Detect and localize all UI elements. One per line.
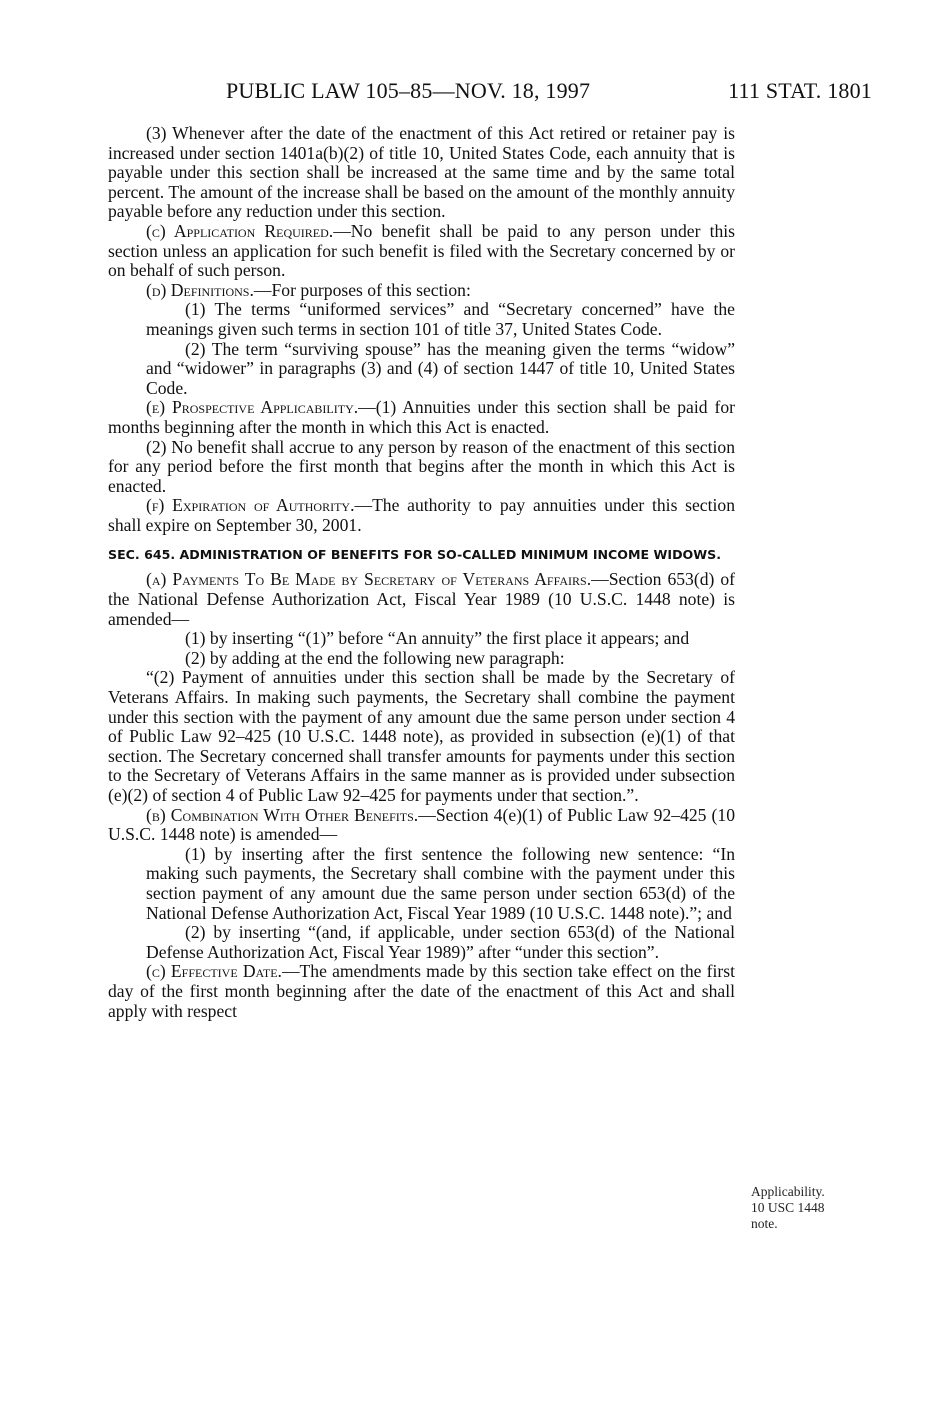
paragraph-d1: (1) The terms “uniformed services” and “Secretary concerned” have the meanings given such terms in section 101 of title 37, United States Code. [146,299,735,339]
document-body [108,124,735,1021]
sec645-a-heading: (a) Payments To Be Made by Secretary of Veterans Affairs. [146,569,592,590]
subsection-c [108,222,735,281]
subsection-d [108,281,735,301]
subsection-c-text: —No benefit shall be paid to any person under this section unless an application for such benefit is filed with the Secretary concerned by or on behalf of such person. [108,220,735,281]
margin-note [751,1184,861,1232]
paragraph-e2: (2) No benefit shall accrue to any person by reason of the enactment of this section for any period before the first month that begins after the month in which this Act is enacted. [108,436,735,496]
subsection-f-text: —The authority to pay annuities under this section shall expire on September 30, 2001. [108,495,735,535]
sec645-subsection-b [108,806,735,845]
subsection-c-heading: (c) Application Required. [146,220,334,241]
paragraph-3: (3) Whenever after the date of the enactment of this Act retired or retainer pay is increased under section 1401a(b)(2) of title 10, United States Code, each annuity that is payable under this section shall be increased at the same time and by the same total percent. The amount of the increase shall be based on the amount of the monthly annuity payable before any reduction under this section. [108,123,735,222]
paragraph-d2: (2) The term “surviving spouse” has the meaning given the terms “widow” and “widower” in paragraphs (3) and (4) of section 1447 of title 10, United States Code. [146,338,735,398]
sec645-subsection-a [108,570,735,629]
margin-note-usc: 10 USC 1448 [751,1200,825,1215]
sec645-a2: (2) by adding at the end the following new paragraph: [185,647,565,668]
section-645-heading: SEC. 645. ADMINISTRATION OF BENEFITS FOR SO-CALLED MINIMUM INCOME WIDOWS. [108,547,721,563]
law-title: PUBLIC LAW 105–85—NOV. 18, 1997 [226,78,591,103]
subsection-e [108,398,735,437]
sec645-a-text: —Section 653(d) of the National Defense Authorization Act, Fiscal Year 1989 (10 U.S.C. 1448 note) is amended— [108,569,735,629]
sec645-c-heading: (c) Effective Date. [146,961,282,982]
margin-note-applicability: Applicability. [751,1184,825,1199]
subsection-e-heading: (e) Prospective Applicability. [146,397,359,418]
document-page [108,78,872,1021]
subsection-d-heading: (d) Definitions. [146,279,254,300]
sec645-b-text: —Section 4(e)(1) of Public Law 92–425 (10 U.S.C. 1448 note) is amended— [108,804,735,845]
stat-citation: 111 STAT. 1801 [728,78,872,103]
subsection-d-text: —For purposes of this section: [253,279,471,300]
sec645-c-text: —The amendments made by this section take effect on the first day of the first month beginning after the date of the enactment of this Act and shall apply with respect [108,961,735,1021]
sec645-subsection-c [108,962,735,1021]
page-header [108,78,872,112]
margin-note-note: note. [751,1216,778,1231]
sec645-b2: (2) by inserting “(and, if applicable, under section 653(d) of the National Defense Authorization Act, Fiscal Year 1989)” after “under this section”. [146,922,735,962]
sec645-b1: (1) by inserting after the first sentence the following new sentence: “In making such payments, the Secretary shall combine with the payment under this section payment of any amount due the same person under section 653(d) of the National Defense Authorization Act, Fiscal Year 1989 (10 U.S.C. 1448 note).”; and [146,843,735,923]
subsection-f [108,496,735,535]
sec645-b-heading: (b) Combination With Other Benefits. [146,804,419,825]
sec645-a1: (1) by inserting “(1)” before “An annuity” the first place it appears; and [185,628,690,649]
subsection-e-text: —(1) Annuities under this section shall be paid for months beginning after the month in which this Act is enacted. [108,397,735,437]
subsection-f-heading: (f) Expiration of Authority. [146,495,355,516]
sec645-a-quote: “(2) Payment of annuities under this section shall be made by the Secretary of Veterans Affairs. In making such payments, the Secretary shall combine the payment under this section with the payment of any amount due the same person under section 4 of Public Law 92–425 (10 U.S.C. 1448 note), as provided in subsection (e)(1) of that section. The Secretary concerned shall transfer amounts for payments under this section to the Secretary of Veterans Affairs in the same manner as is provided under subsection (e)(2) of section 4 of Public Law 92–425 for payments under that section.”. [108,667,735,805]
